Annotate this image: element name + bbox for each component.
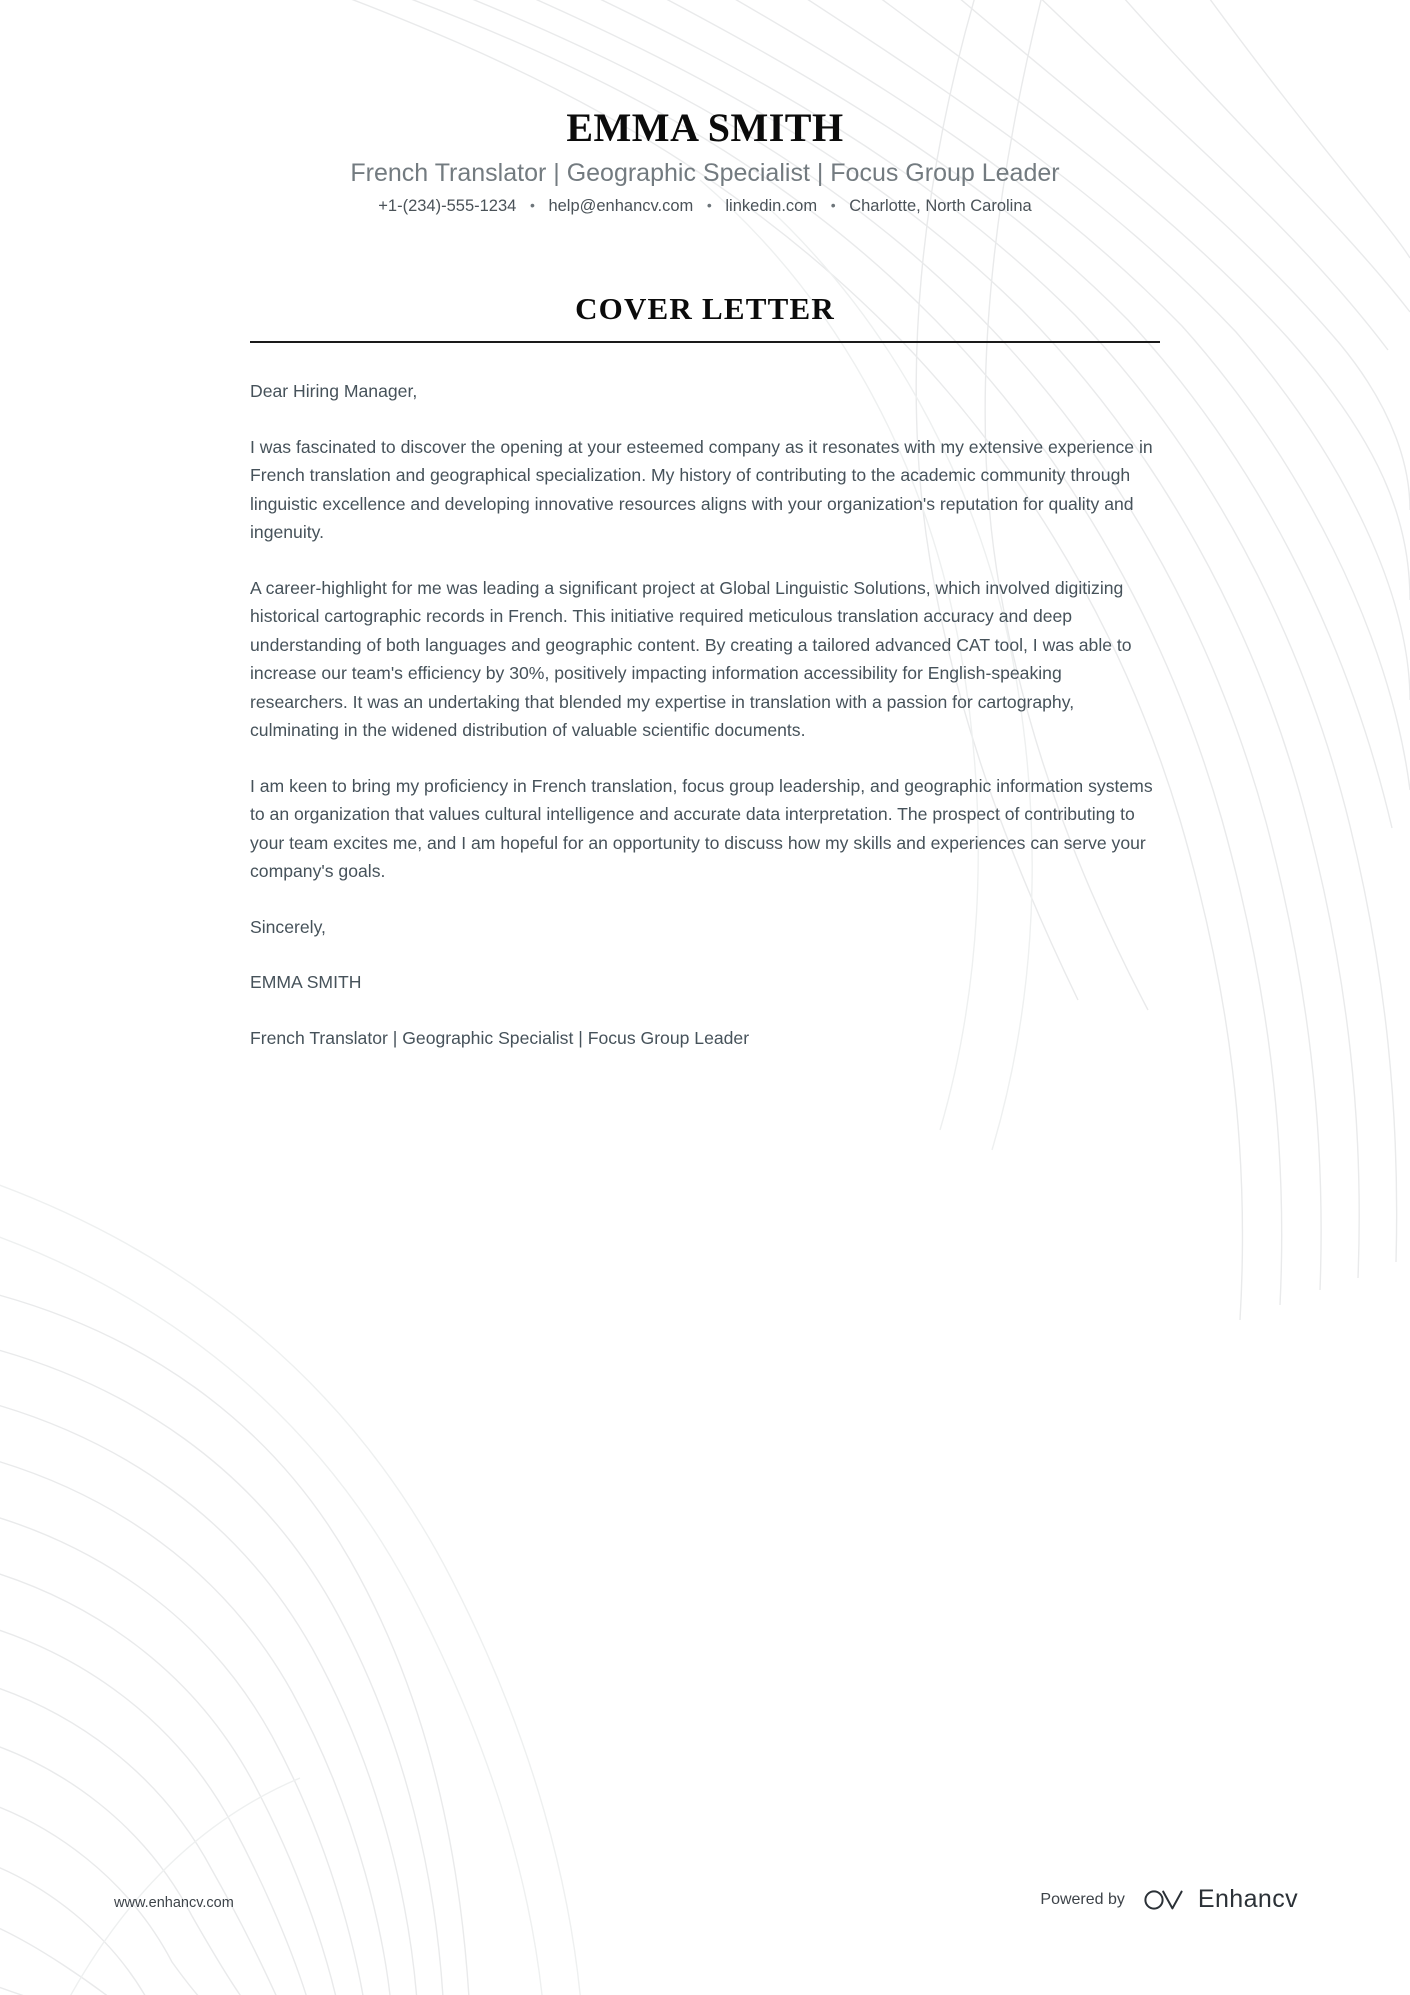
signature-title: French Translator | Geographic Specialist | Focus Group Leader — [250, 1027, 750, 1048]
page-footer — [0, 1885, 1410, 1925]
page-title: EMMA SMITH — [566, 105, 844, 150]
paragraph-3: I am keen to bring my proficiency in French translation, focus group leadership, and geographic information systems to an organization that values cultural intelligence and accurate data interpretation. The prospect of contributing to your team excites me, and I am hopeful for an opportunity to discuss how my skills and experiences can serve your company's goals. — [250, 775, 1153, 882]
salutation: Dear Hiring Manager, — [250, 381, 418, 402]
contact-linkedin[interactable]: linkedin.com — [725, 196, 818, 215]
contact-line — [0, 197, 1410, 217]
closing: Sincerely, — [250, 916, 326, 937]
brand-name: Enhancv — [1197, 1885, 1298, 1913]
contact-phone: +1-(234)-555-1234 — [378, 196, 517, 215]
powered-by-label: Powered by — [1040, 1890, 1125, 1908]
letter-text — [250, 377, 1160, 1052]
contact-separator-icon: • — [830, 196, 836, 213]
header-subtitle: French Translator | Geographic Specialist | Focus Group Leader — [350, 159, 1060, 187]
paragraph-2: A career-highlight for me was leading a significant project at Global Linguistic Solutions, which involved digitizing historical cartographic records in French. This initiative required meticulous translation accuracy and deep understanding of both languages and geographic content. By creating a tailored advanced CAT tool, I was able to increase our team's efficiency by 30%, positively impacting information accessibility for English-speaking researchers. It was an undertaking that blended my expertise in translation with a passion for cartography, culminating in the widened distribution of valuable scientific documents. — [250, 577, 1132, 741]
contact-separator-icon: • — [529, 196, 535, 213]
letter-header — [0, 0, 1410, 216]
contact-email[interactable]: help@enhancv.com — [548, 196, 694, 215]
signature-name: EMMA SMITH — [250, 972, 362, 993]
section-divider — [250, 341, 1160, 343]
contact-location: Charlotte, North Carolina — [849, 196, 1032, 215]
footer-branding — [1040, 1885, 1298, 1914]
enhancv-logo — [1142, 1885, 1298, 1914]
paragraph-1: I was fascinated to discover the opening at your esteemed company as it resonates with my extensive experience in French translation and geographical specialization. My history of contributing to the academic community through linguistic excellence and developing innovative resources aligns with your organization's reputation for quality and ingenuity. — [250, 436, 1153, 543]
contact-separator-icon: • — [706, 196, 712, 213]
letter-body-container — [250, 216, 1160, 1052]
section-title-cover-letter: COVER LETTER — [575, 291, 835, 327]
footer-website-url[interactable]: www.enhancv.com — [114, 1895, 234, 1911]
infinity-logo-icon — [1142, 1886, 1188, 1914]
